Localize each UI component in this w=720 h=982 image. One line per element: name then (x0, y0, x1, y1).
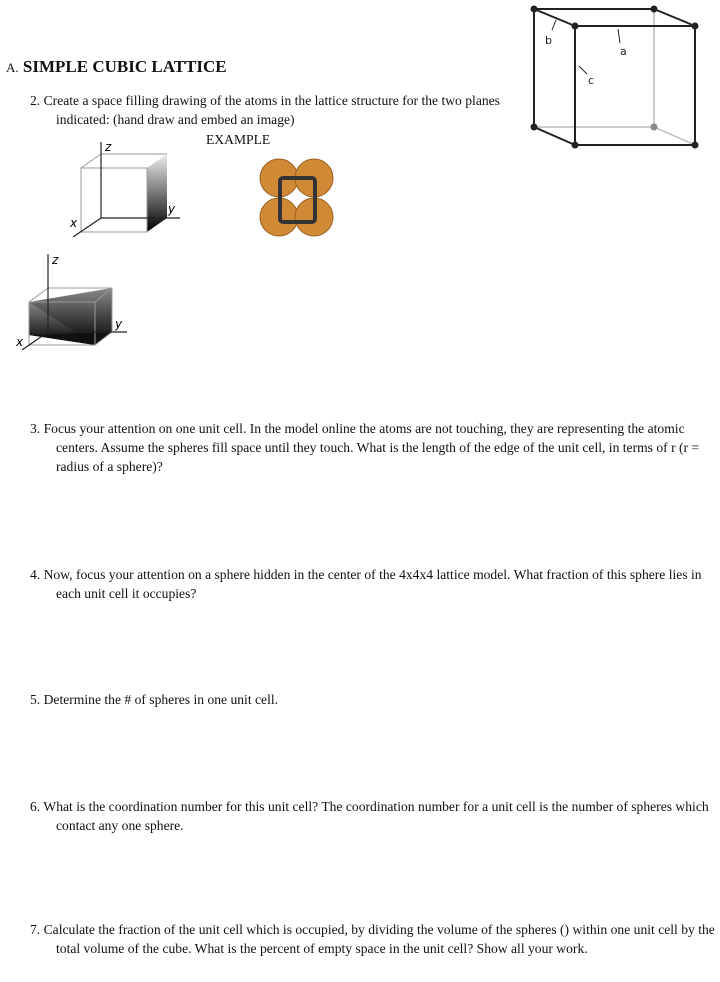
svg-text:y: y (115, 317, 123, 331)
question-4: 4. Now, focus your attention on a sphere hidden in the center of the 4x4x4 lattice model. What fraction of this sphere lies in each unit cell it occupies? (30, 567, 702, 601)
label-b: b (545, 34, 552, 47)
question-5: 5. Determine the # of spheres in one unit cell. (30, 692, 279, 707)
label-c: c (588, 74, 595, 87)
section-heading: A. SIMPLE CUBIC LATTICE (6, 57, 227, 76)
question-3: 3. Focus your attention on one unit cell. In the model online the atoms are not touching, they are representing the atomic centers. Assume the spheres fill space until they touch. What is the length of the edge of the unit cell, in terms of r (r = radius of a sphere)? (30, 421, 700, 474)
question-2: 2. Create a space filling drawing of the atoms in the lattice structure for the two planes indicated: (hand draw and embed an image) (30, 93, 500, 127)
example-sphere-drawing (255, 152, 340, 247)
question-6: 6. What is the coordination number for this unit cell? The coordination number for a unit cell is the number of spheres which contact any one sphere. (30, 799, 709, 833)
unit-cell-diagram (520, 0, 720, 160)
svg-text:z: z (105, 140, 112, 154)
plane-diagram-1 (60, 135, 200, 245)
question-7: 7. Calculate the fraction of the unit cell which is occupied, by dividing the volume of the spheres () within one unit cell by the total volume of the cube. What is the percent of empty space in the unit cell? Show all your work. (30, 922, 715, 956)
svg-text:x: x (16, 335, 24, 349)
svg-text:y: y (168, 202, 176, 216)
example-label: EXAMPLE (206, 132, 271, 147)
label-a: a (620, 45, 627, 58)
svg-text:x: x (70, 216, 78, 230)
plane-diagram-2 (10, 250, 140, 360)
svg-text:z: z (52, 253, 59, 267)
section-title: SIMPLE CUBIC LATTICE (22, 57, 227, 76)
